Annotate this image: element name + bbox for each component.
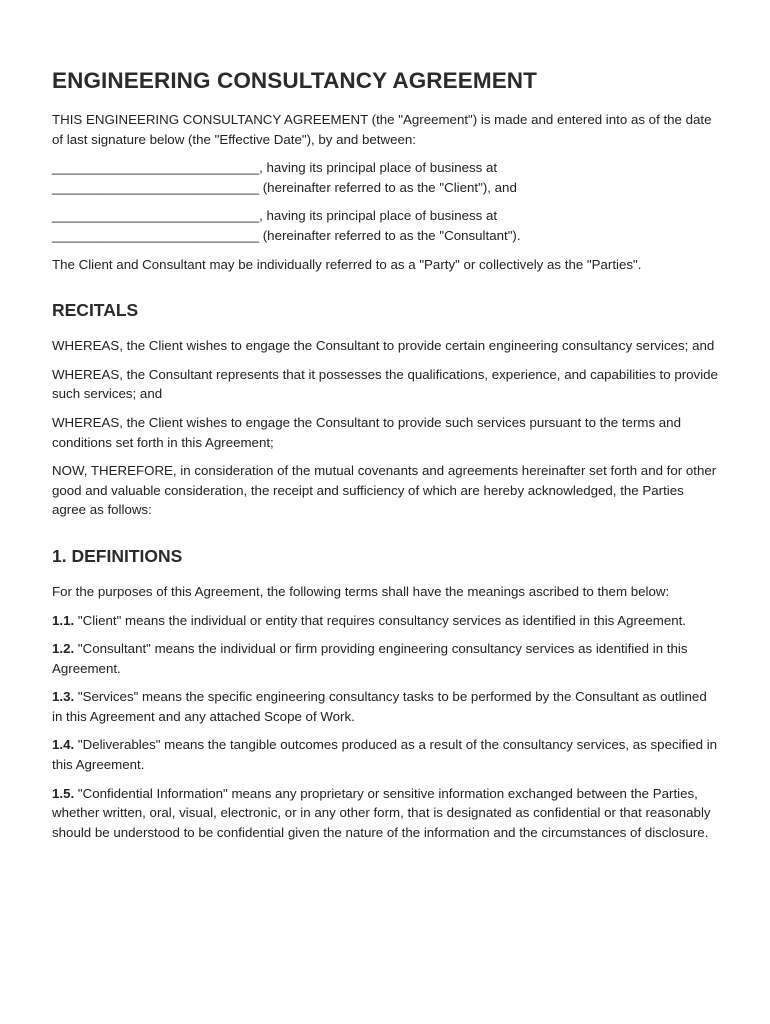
recital-paragraph: WHEREAS, the Consultant represents that it possesses the qualifications, experience, and capabilities to provide such services; and <box>52 366 718 402</box>
parties-note: The Client and Consultant may be individually referred to as a "Party" or collectively as the "Parties". <box>52 256 642 272</box>
definition-text: "Services" means the specific engineering consultancy tasks to be performed by the Consultant as outlined in this Agreement and any attached Scope of Work. <box>52 689 707 724</box>
definition-item <box>52 735 720 774</box>
definition-item <box>52 611 720 631</box>
document-title: ENGINEERING CONSULTANCY AGREEMENT <box>52 68 537 93</box>
definitions-intro: For the purposes of this Agreement, the following terms shall have the meanings ascribed to them below: <box>52 583 670 599</box>
client-party-line-2: ____________________________ (hereinafter referred to as the "Client"), and <box>52 179 517 195</box>
document-page <box>52 68 720 851</box>
definitions-heading: 1. DEFINITIONS <box>52 545 183 566</box>
intro-paragraph: THIS ENGINEERING CONSULTANCY AGREEMENT (the "Agreement") is made and entered into as of the date of last signature below (the "Effective Date"), by and between: <box>52 112 712 147</box>
definition-number: 1.4. <box>52 737 75 753</box>
consultant-party-line-1: ____________________________, having its principal place of business at <box>52 208 498 224</box>
definition-text: "Confidential Information" means any proprietary or sensitive information exchanged between the Parties, whether written, oral, visual, electronic, or in any other form, that is designated as confidential or that reasonably should be understood to be confidential given the nature of the information and the circumstances of disclosure. <box>52 785 711 840</box>
recitals-heading: RECITALS <box>52 300 139 321</box>
recital-paragraph: WHEREAS, the Client wishes to engage the Consultant to provide certain engineering consultancy services; and <box>52 338 715 354</box>
client-party-block <box>52 158 720 197</box>
definition-text: "Deliverables" means the tangible outcomes produced as a result of the consultancy services, as specified in this Agreement. <box>52 737 718 773</box>
recital-paragraph: WHEREAS, the Client wishes to engage the Consultant to provide such services pursuant to the terms and conditions set forth in this Agreement; <box>52 414 681 450</box>
definition-text: "Consultant" means the individual or firm providing engineering consultancy services as identified in this Agreement. <box>52 641 688 676</box>
consultant-party-line-2: ____________________________ (hereinafter referred to as the "Consultant"). <box>52 227 521 243</box>
definition-item <box>52 687 720 726</box>
definition-text: "Client" means the individual or entity that requires consultancy services as identified in this Agreement. <box>74 612 686 628</box>
consultant-party-block <box>52 206 720 245</box>
definition-number: 1.5. <box>52 785 75 801</box>
definition-item <box>52 639 720 678</box>
recital-paragraph: NOW, THEREFORE, in consideration of the mutual covenants and agreements hereinafter set forth and for other good and valuable consideration, the receipt and sufficiency of which are hereby acknowledged, the Parties agree as follows: <box>52 463 717 518</box>
definition-item <box>52 784 720 843</box>
definition-number: 1.3. <box>52 689 75 705</box>
client-party-line-1: ____________________________, having its principal place of business at <box>52 160 498 176</box>
definition-number: 1.2. <box>52 641 75 657</box>
definition-number: 1.1. <box>52 612 75 628</box>
